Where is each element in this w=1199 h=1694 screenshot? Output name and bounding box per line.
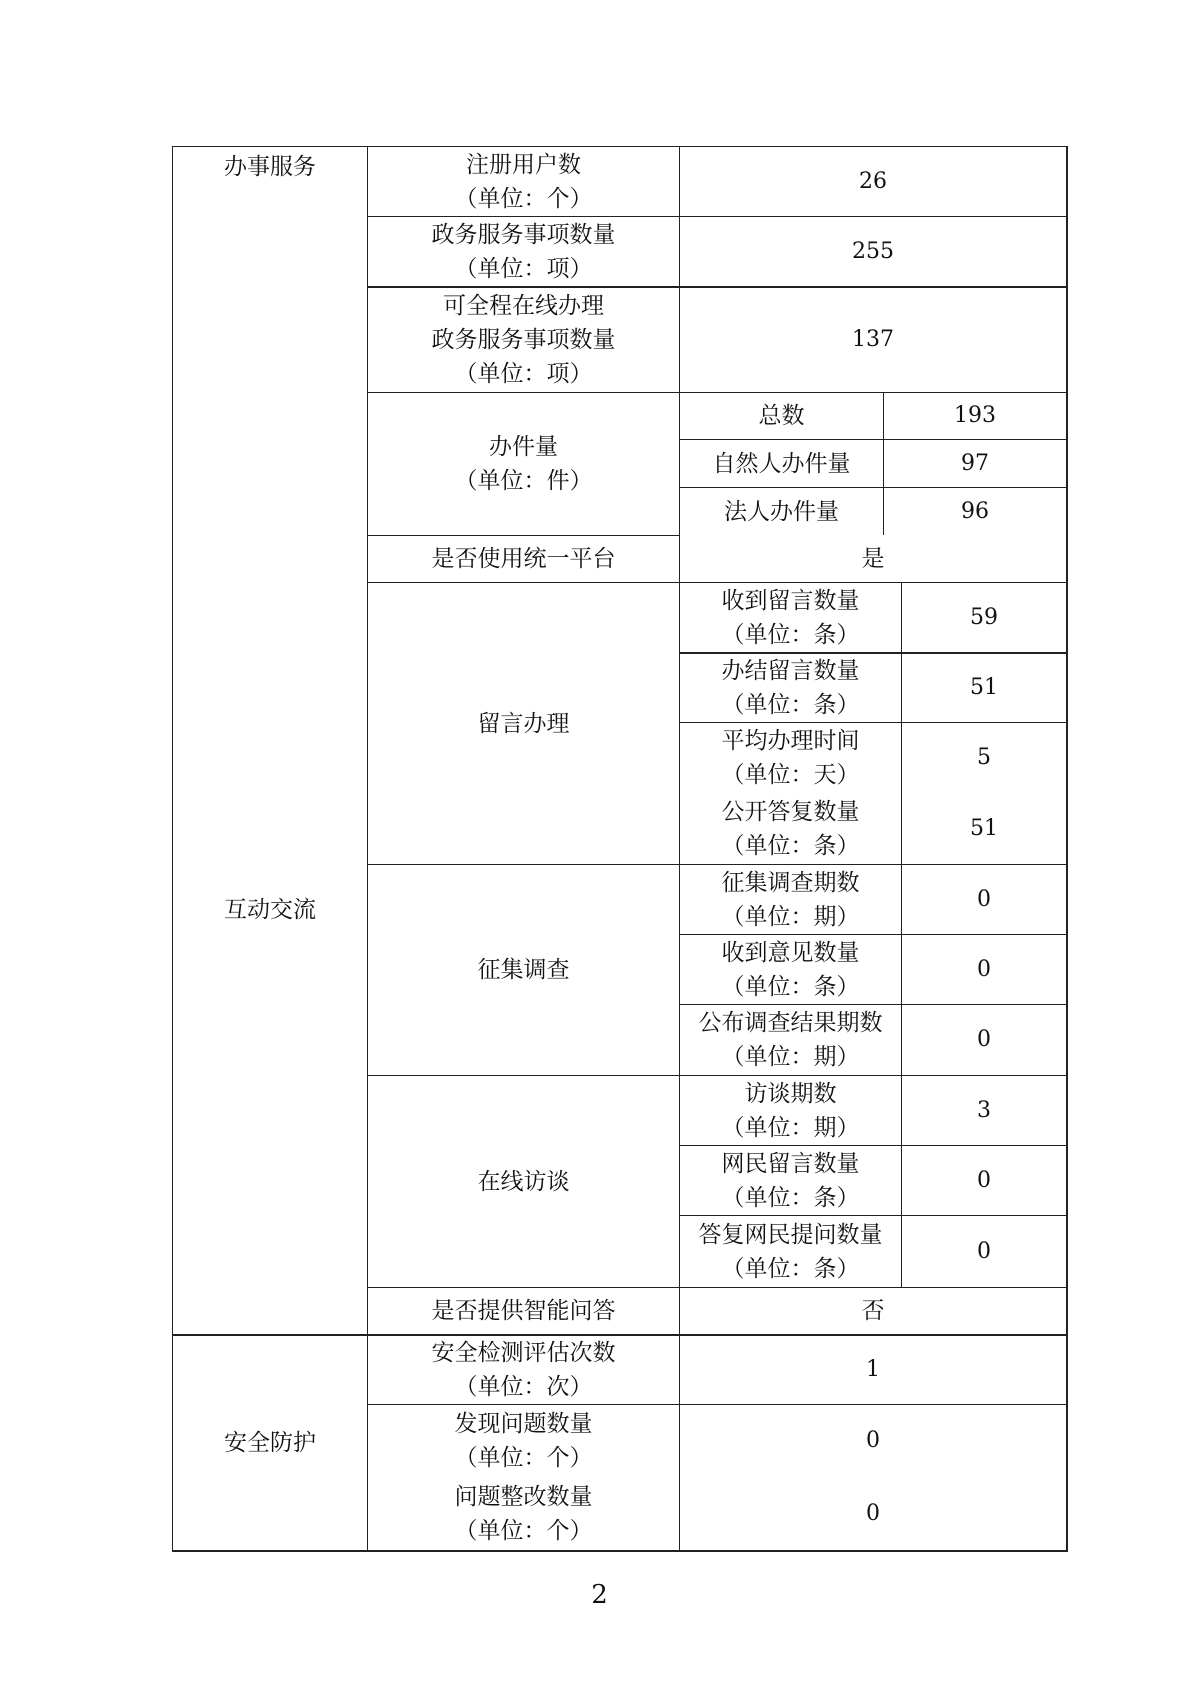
interview-answers-value: 0: [977, 1238, 991, 1264]
messages-label: 留言办理: [477, 710, 570, 737]
messages-avg-label: 平均办理时间 （单位：天）: [721, 728, 860, 788]
security-fixed-value: 0: [866, 1500, 880, 1526]
cases-natural-label: 自然人办件量: [712, 450, 851, 477]
interview-label: 在线访谈: [477, 1168, 570, 1195]
interview-periods-value: 3: [977, 1097, 991, 1123]
survey-opinions-label: 收到意见数量 （单位：条）: [721, 939, 860, 1000]
online-label: 可全程在线办理 政务服务事项数量 （单位：项）: [431, 293, 616, 387]
messages-done-value: 51: [970, 675, 998, 700]
messages-received-label: 收到留言数量 （单位：条）: [721, 587, 860, 648]
messages-received-value: 59: [970, 604, 998, 630]
cases-total-value: 193: [954, 403, 996, 428]
online-value: 137: [852, 327, 894, 352]
survey-periods-value: 0: [977, 886, 991, 912]
security-checks-value: 1: [866, 1357, 880, 1382]
section-anquan: 安全防护: [224, 1430, 316, 1456]
security-fixed-label: 问题整改数量 （单位：个）: [454, 1483, 593, 1544]
platform-value: 是: [861, 546, 885, 572]
section-hudong: 互动交流: [224, 897, 316, 923]
items-value: 255: [852, 238, 894, 264]
page-number: 2: [591, 1580, 608, 1610]
register-label: 注册用户数 （单位：个）: [454, 151, 593, 212]
security-found-label: 发现问题数量 （单位：个）: [454, 1411, 593, 1471]
security-found-value: 0: [866, 1428, 880, 1453]
security-checks-label: 安全检测评估次数 （单位：次）: [431, 1340, 616, 1400]
qa-value: 否: [861, 1298, 885, 1324]
survey-label: 征集调查: [477, 957, 570, 983]
cases-legal-label: 法人办件量: [724, 498, 839, 525]
register-value: 26: [859, 168, 887, 194]
messages-avg-value: 5: [977, 745, 991, 770]
survey-results-value: 0: [977, 1027, 991, 1052]
items-label: 政务服务事项数量 （单位：项）: [431, 221, 616, 282]
qa-label: 是否提供智能问答: [431, 1298, 616, 1324]
platform-label: 是否使用统一平台: [431, 546, 616, 572]
survey-opinions-value: 0: [977, 956, 991, 982]
messages-public-value: 51: [970, 816, 998, 841]
interview-msgs-value: 0: [977, 1167, 991, 1193]
survey-periods-label: 征集调查期数 （单位：期）: [721, 869, 860, 930]
cases-natural-value: 97: [961, 450, 989, 476]
table-border-bottom: [172, 1550, 1068, 1552]
messages-public-label: 公开答复数量 （单位：条）: [721, 799, 860, 859]
messages-done-label: 办结留言数量 （单位：条）: [721, 658, 860, 718]
cases-total-label: 总数: [758, 403, 805, 429]
interview-answers-label: 答复网民提问数量 （单位：条）: [698, 1221, 883, 1282]
cases-label: 办件量 （单位：件）: [454, 434, 593, 494]
interview-msgs-label: 网民留言数量 （单位：条）: [721, 1150, 860, 1211]
table-border-right: [1066, 146, 1068, 1552]
interview-periods-label: 访谈期数 （单位：期）: [721, 1080, 860, 1141]
survey-results-label: 公布调查结果期数 （单位：期）: [698, 1010, 883, 1070]
section-banshi: 办事服务: [224, 154, 316, 180]
cases-legal-value: 96: [961, 498, 989, 524]
